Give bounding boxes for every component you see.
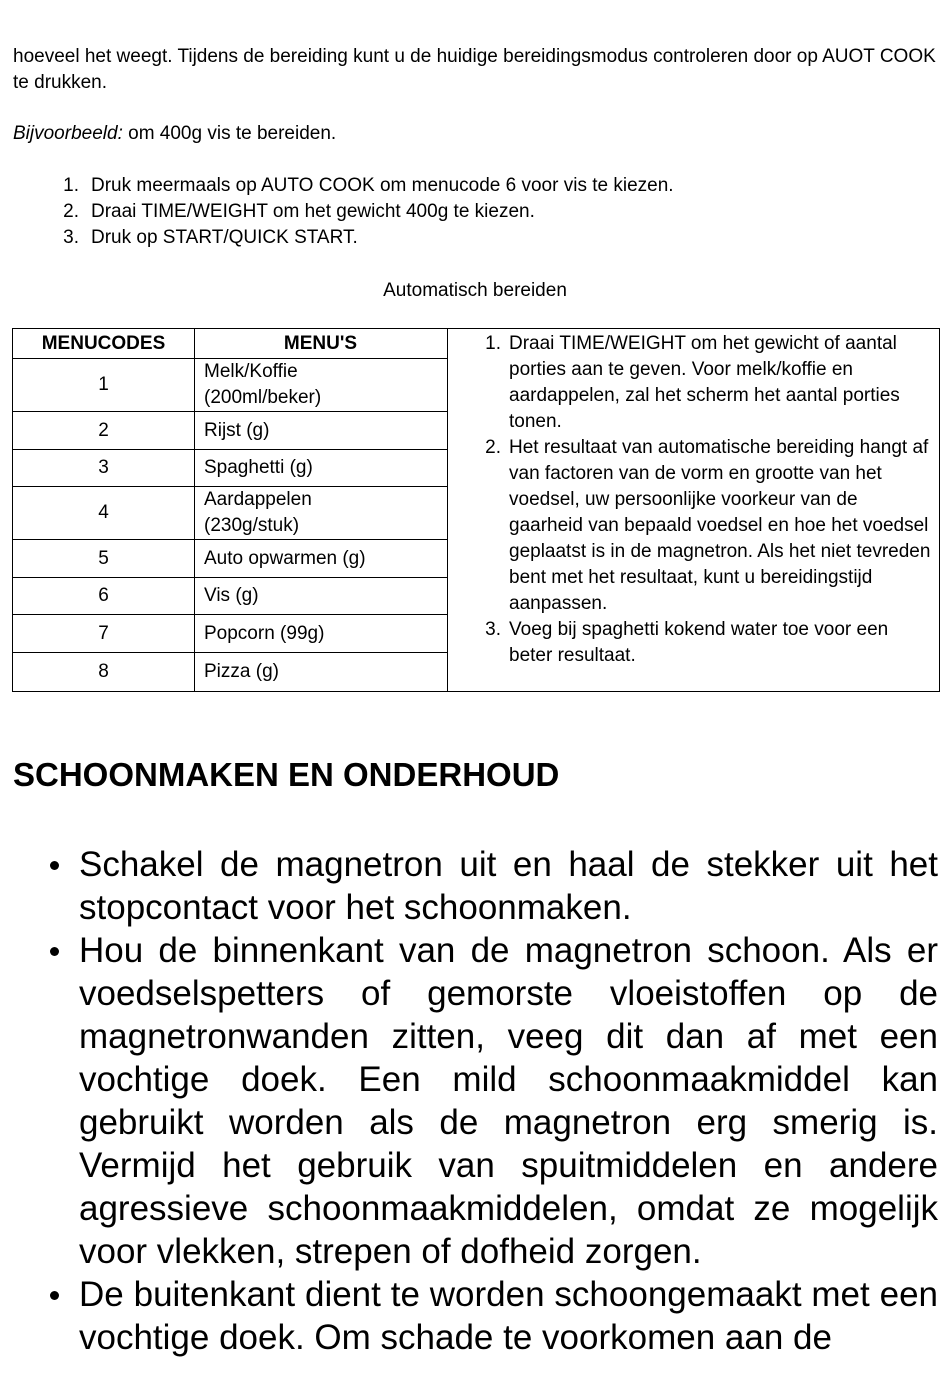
table-row bbox=[13, 450, 447, 487]
note-number: 3. bbox=[485, 619, 501, 640]
intro-paragraph: hoeveel het weegt. Tijdens de bereiding kunt u de huidige bereidingsmodus controleren door op AUOT COOK te drukken. bbox=[13, 46, 936, 93]
note-text: Het resultaat van automatische bereiding hangt af van factoren van de vorm en grootte van het voedsel, uw persoonlijke voorkeur van de gaarheid van bepaald voedsel en hoe het voedsel geplaatst is in de magnetron. Als het niet tevreden bent met het resultaat, kunt u bereidingstijd aanpassen. bbox=[509, 437, 931, 614]
note-item bbox=[461, 617, 931, 669]
step-text: Draai TIME/WEIGHT om het gewicht 400g te kiezen. bbox=[91, 201, 535, 222]
menu-name-line2: (230g/stuk) bbox=[204, 515, 300, 536]
note-item bbox=[461, 435, 931, 617]
header-menucodes: MENUCODES bbox=[41, 332, 166, 354]
step-item bbox=[13, 225, 674, 251]
step-text: Druk meermaals op AUTO COOK om menucode 6 voor vis te kiezen. bbox=[91, 175, 674, 196]
menu-code: 4 bbox=[98, 502, 109, 523]
menu-code: 3 bbox=[98, 457, 109, 478]
note-text: Voeg bij spaghetti kokend water toe voor een beter resultaat. bbox=[509, 619, 889, 666]
bullet-item bbox=[0, 1273, 938, 1359]
menu-code: 6 bbox=[98, 585, 109, 606]
section-title: SCHOONMAKEN EN ONDERHOUD bbox=[13, 756, 560, 793]
bullet-dot-icon bbox=[50, 1291, 59, 1300]
table-row bbox=[13, 540, 447, 578]
step-number: 1. bbox=[63, 175, 79, 196]
note-number: 1. bbox=[485, 333, 501, 354]
menu-name: Popcorn (99g) bbox=[204, 622, 325, 644]
menu-name: Vis (g) bbox=[204, 585, 259, 606]
menu-name: Pizza (g) bbox=[204, 661, 279, 682]
bullet-text: Hou de binnenkant van de magnetron schoon. Als er voedselspetters of gemorste vloeistoffen op de magnetronwanden zitten, veeg dit dan af met een vochtige doek. Een mild schoonmaakmiddel kan gebruikt worden als de magnetron erg smerig is. Vermijd het gebruik van spuitmiddelen en andere agressieve schoonmaakmiddelen, omdat ze mogelijk voor vlekken, strepen of dofheid zorgen. bbox=[79, 931, 938, 1271]
example-text: om 400g vis te bereiden. bbox=[122, 123, 337, 144]
menu-code: 1 bbox=[98, 374, 109, 395]
notes-divider bbox=[447, 329, 448, 691]
table-caption: Automatisch bereiden bbox=[383, 280, 567, 301]
step-text: Druk op START/QUICK START. bbox=[91, 227, 358, 248]
table-row bbox=[13, 653, 447, 691]
menu-name bbox=[204, 359, 447, 411]
bullet-text: Schakel de magnetron uit en haal de stekker uit het stopcontact voor het schoonmaken. bbox=[79, 845, 938, 927]
auto-cook-table bbox=[12, 328, 940, 692]
menu-name: Auto opwarmen (g) bbox=[204, 547, 366, 569]
note-item bbox=[461, 331, 931, 435]
step-item bbox=[13, 199, 674, 225]
step-item bbox=[13, 173, 674, 199]
menu-code: 7 bbox=[98, 622, 109, 644]
menu-code: 5 bbox=[98, 547, 109, 569]
bullet-item bbox=[0, 843, 938, 929]
bullet-dot-icon bbox=[50, 861, 59, 870]
bullet-text: De buitenkant dient te worden schoongemaakt met een vochtige doek. Om schade te voorkomen aan de bbox=[79, 1275, 938, 1357]
menu-code: 8 bbox=[98, 661, 109, 682]
menu-name: Spaghetti (g) bbox=[204, 457, 313, 478]
menu-name-line1: Aardappelen bbox=[204, 489, 312, 510]
table-row bbox=[13, 615, 447, 653]
menu-name-line1: Melk/Koffie bbox=[204, 361, 298, 382]
bullet-dot-icon bbox=[50, 947, 59, 956]
table-row bbox=[13, 359, 447, 412]
step-number: 2. bbox=[63, 201, 79, 222]
note-text: Draai TIME/WEIGHT om het gewicht of aantal porties aan te geven. Voor melk/koffie en aardappelen, zal het scherm het aantal porties tonen. bbox=[509, 333, 900, 432]
bullet-item bbox=[0, 929, 938, 1273]
menu-name bbox=[204, 487, 447, 539]
example-label: Bijvoorbeeld: bbox=[13, 123, 123, 144]
table-notes bbox=[461, 331, 931, 669]
step-number: 3. bbox=[63, 227, 79, 248]
menu-name: Rijst (g) bbox=[204, 419, 270, 441]
note-number: 2. bbox=[485, 437, 501, 458]
header-menus: MENU'S bbox=[283, 332, 358, 354]
steps-list bbox=[13, 173, 674, 251]
table-header-row bbox=[13, 329, 447, 359]
cleaning-bullets bbox=[0, 843, 938, 1359]
table-row bbox=[13, 578, 447, 615]
menu-name-line2: (200ml/beker) bbox=[204, 387, 322, 408]
example-paragraph bbox=[13, 121, 336, 147]
table-row bbox=[13, 412, 447, 450]
table-row bbox=[13, 487, 447, 540]
menu-code: 2 bbox=[98, 419, 109, 441]
